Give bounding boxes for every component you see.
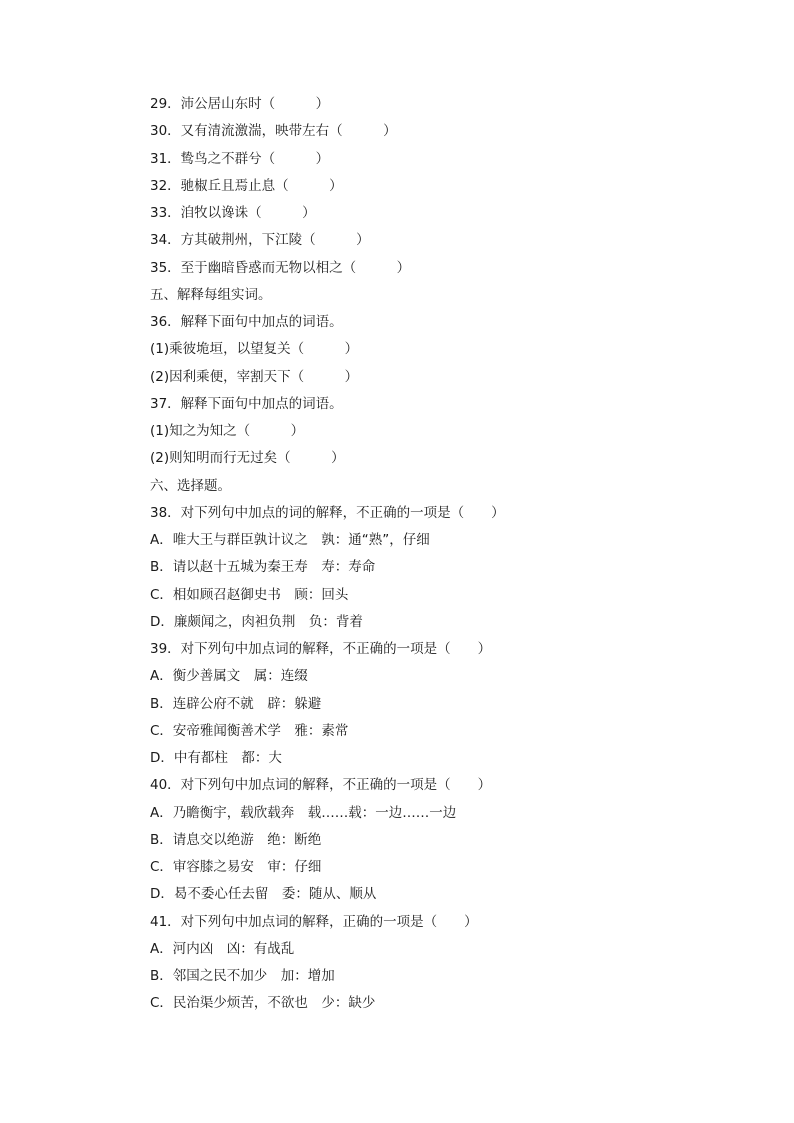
text-line: 五、解释每组实词。	[150, 286, 272, 303]
text-line: 六、选择题。	[150, 477, 231, 494]
text-line: B．请以赵十五城为秦王寿 寿：寿命	[150, 559, 376, 576]
text-line: (2)则知明而行无过矣（ ）	[150, 450, 345, 467]
text-line: 34．方其破荆州，下江陵（ ）	[150, 232, 370, 249]
text-line: B．请息交以绝游 绝：断绝	[150, 831, 322, 848]
text-line: A．河内凶 凶：有战乱	[150, 940, 295, 957]
text-line: 36．解释下面句中加点的词语。	[150, 314, 343, 330]
text-line: 29．沛公居山东时（ ）	[150, 96, 330, 112]
text-line: 35．至于幽暗昏惑而无物以相之（ ）	[150, 259, 411, 276]
text-line: C．相如顾召赵御史书 顾：回头	[150, 586, 349, 603]
text-line: D．中有都柱 都：大	[150, 750, 282, 766]
text-line: D．廉颇闻之，肉袒负荆 负：背着	[150, 613, 363, 630]
text-line: 41．对下列句中加点词的解释，正确的一项是（ ）	[150, 913, 478, 930]
text-line: 38．对下列句中加点的词的解释，不正确的一项是（ ）	[150, 504, 505, 521]
text-line: (1)知之为知之（ ）	[150, 423, 305, 439]
text-line: 32．驰椒丘且焉止息（ ）	[150, 177, 343, 194]
text-line: C．审容膝之易安 审：仔细	[150, 859, 322, 875]
text-line: (1)乘彼垝垣，以望复关（ ）	[150, 341, 359, 358]
text-line: C．安帝雅闻衡善术学 雅：素常	[150, 722, 349, 739]
text-line: 30．又有清流激湍，映带左右（ ）	[150, 123, 397, 140]
text-line: 31．鸷鸟之不群兮（ ）	[150, 150, 330, 167]
text-line: (2)因利乘便，宰割天下（ ）	[150, 368, 359, 385]
document-page	[150, 94, 750, 1021]
text-line: 39．对下列句中加点词的解释，不正确的一项是（ ）	[150, 641, 492, 657]
text-line: B．连辟公府不就 辟：躲避	[150, 695, 322, 712]
text-line: A．唯大王与群臣孰计议之 孰：通“熟”，仔细	[150, 532, 430, 548]
text-line: 37．解释下面句中加点的词语。	[150, 395, 343, 412]
text-line: 40．对下列句中加点词的解释，不正确的一项是（ ）	[150, 777, 492, 794]
text-line: C．民治渠少烦苦，不欲也 少：缺少	[150, 995, 376, 1012]
text-line: A．衡少善属文 属：连缀	[150, 668, 308, 685]
text-line: B．邻国之民不加少 加：增加	[150, 968, 335, 984]
text-line: A．乃瞻衡宇，载欣载奔 载……载：一边……一边	[150, 804, 457, 821]
text-line: 33．洎牧以谗诛（ ）	[150, 205, 316, 221]
text-line: D．曷不委心任去留 委：随从、顺从	[150, 886, 377, 903]
